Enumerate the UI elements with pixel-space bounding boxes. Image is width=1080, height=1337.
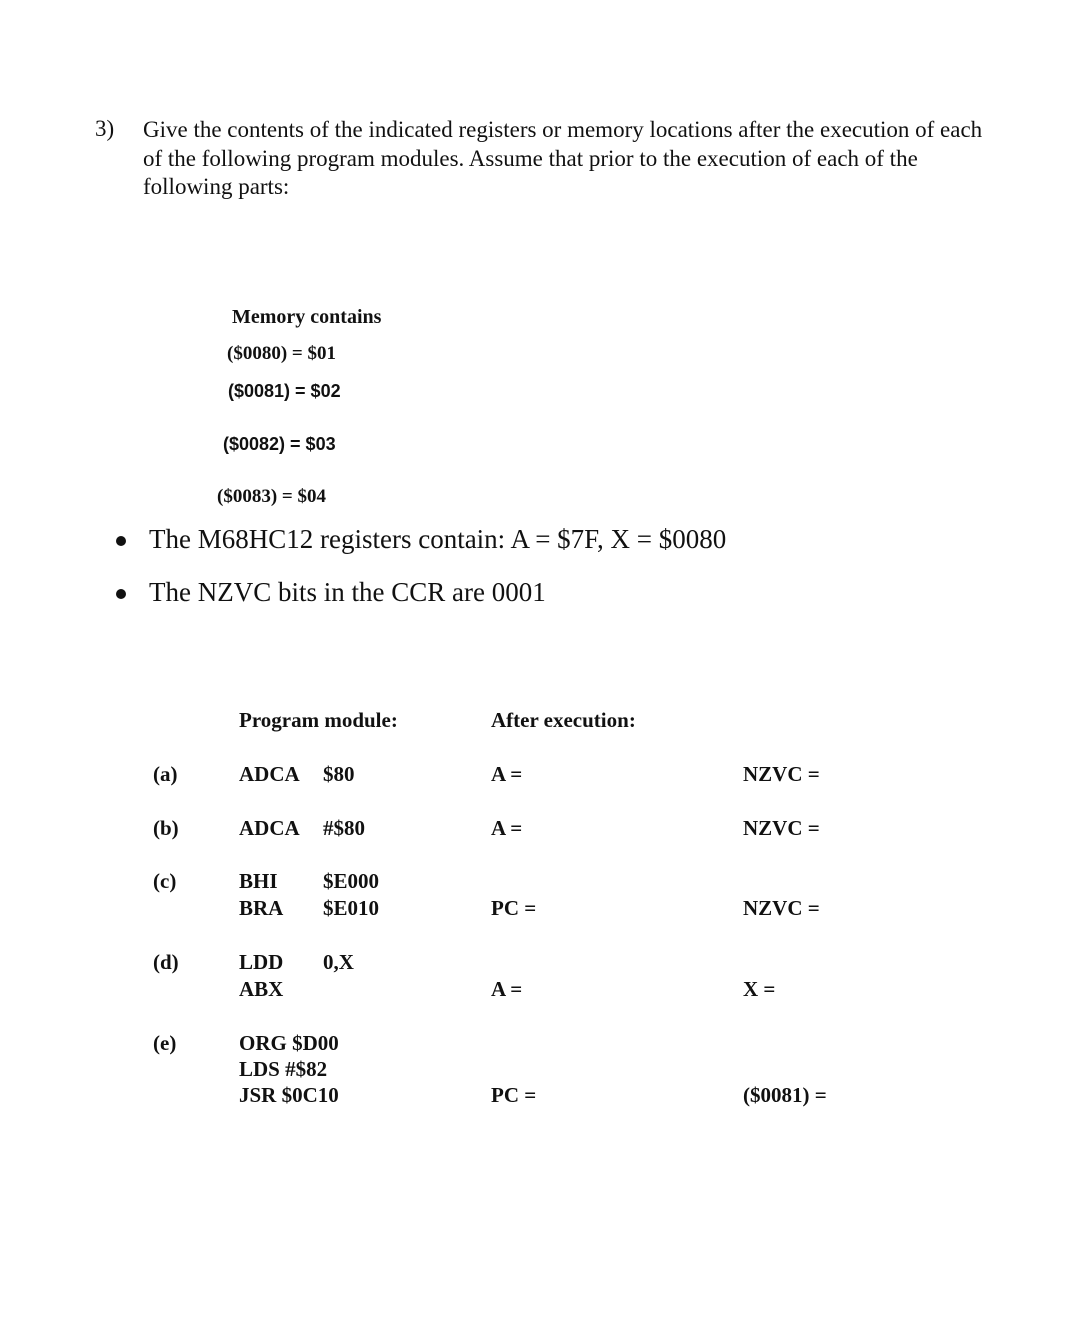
code-mnemonic: ADCA bbox=[239, 762, 300, 786]
header-after-execution: After execution: bbox=[491, 708, 636, 732]
code-mnemonic: LDS bbox=[239, 1057, 280, 1081]
result-field: PC = bbox=[491, 896, 537, 920]
code-line bbox=[239, 1057, 327, 1082]
bullet-icon bbox=[116, 536, 126, 546]
code-operand: $80 bbox=[323, 762, 355, 786]
header-program-module: Program module: bbox=[239, 708, 398, 732]
code-mnemonic: LDD bbox=[239, 950, 284, 974]
code-operand: $E000 bbox=[323, 869, 380, 893]
code-mnemonic: JSR bbox=[239, 1083, 277, 1107]
code-line bbox=[239, 762, 355, 787]
memory-line: ($0080) = $01 bbox=[227, 343, 336, 364]
code-operand: #$82 bbox=[285, 1057, 328, 1081]
code-line bbox=[239, 950, 354, 975]
code-line bbox=[239, 896, 379, 921]
result-field: NZVC = bbox=[743, 816, 820, 840]
code-mnemonic: BHI bbox=[239, 869, 278, 893]
code-line bbox=[239, 1083, 339, 1108]
bullet-icon bbox=[116, 589, 126, 599]
code-operand: $0C10 bbox=[281, 1083, 339, 1107]
row-label: (c) bbox=[153, 869, 177, 893]
result-field: NZVC = bbox=[743, 762, 820, 786]
row-label: (e) bbox=[153, 1031, 177, 1055]
code-operand: $E010 bbox=[323, 896, 380, 920]
code-line bbox=[239, 1031, 339, 1056]
result-field: A = bbox=[491, 816, 523, 840]
result-field: A = bbox=[491, 762, 523, 786]
code-operand: 0,X bbox=[323, 950, 354, 974]
code-line bbox=[239, 816, 365, 841]
row-label: (b) bbox=[153, 816, 179, 840]
result-field: A = bbox=[491, 977, 523, 1001]
code-mnemonic: BRA bbox=[239, 896, 284, 920]
result-field: NZVC = bbox=[743, 896, 820, 920]
code-operand: $D00 bbox=[292, 1031, 339, 1055]
memory-title: Memory contains bbox=[232, 306, 382, 328]
code-operand: #$80 bbox=[323, 816, 365, 840]
row-label: (a) bbox=[153, 762, 178, 786]
result-field: PC = bbox=[491, 1083, 537, 1107]
row-label: (d) bbox=[153, 950, 179, 974]
memory-line: ($0083) = $04 bbox=[217, 486, 326, 507]
question-text: Give the contents of the indicated registers or memory locations after the execution of each of the following program modules. Assume that prior to the execution of each of the following parts: bbox=[143, 117, 983, 199]
code-mnemonic: ORG bbox=[239, 1031, 287, 1055]
bullet-ccr: The NZVC bits in the CCR are 0001 bbox=[149, 577, 546, 607]
code-mnemonic: ADCA bbox=[239, 816, 300, 840]
code-mnemonic: ABX bbox=[239, 977, 284, 1001]
code-line bbox=[239, 977, 323, 1002]
result-field: ($0081) = bbox=[743, 1083, 827, 1107]
result-field: X = bbox=[743, 977, 776, 1001]
memory-line: ($0082) = $03 bbox=[223, 434, 336, 454]
bullet-registers: The M68HC12 registers contain: A = $7F, X = $0080 bbox=[149, 524, 727, 554]
code-line bbox=[239, 869, 379, 894]
question-number: 3) bbox=[95, 116, 115, 141]
memory-line: ($0081) = $02 bbox=[228, 381, 341, 401]
